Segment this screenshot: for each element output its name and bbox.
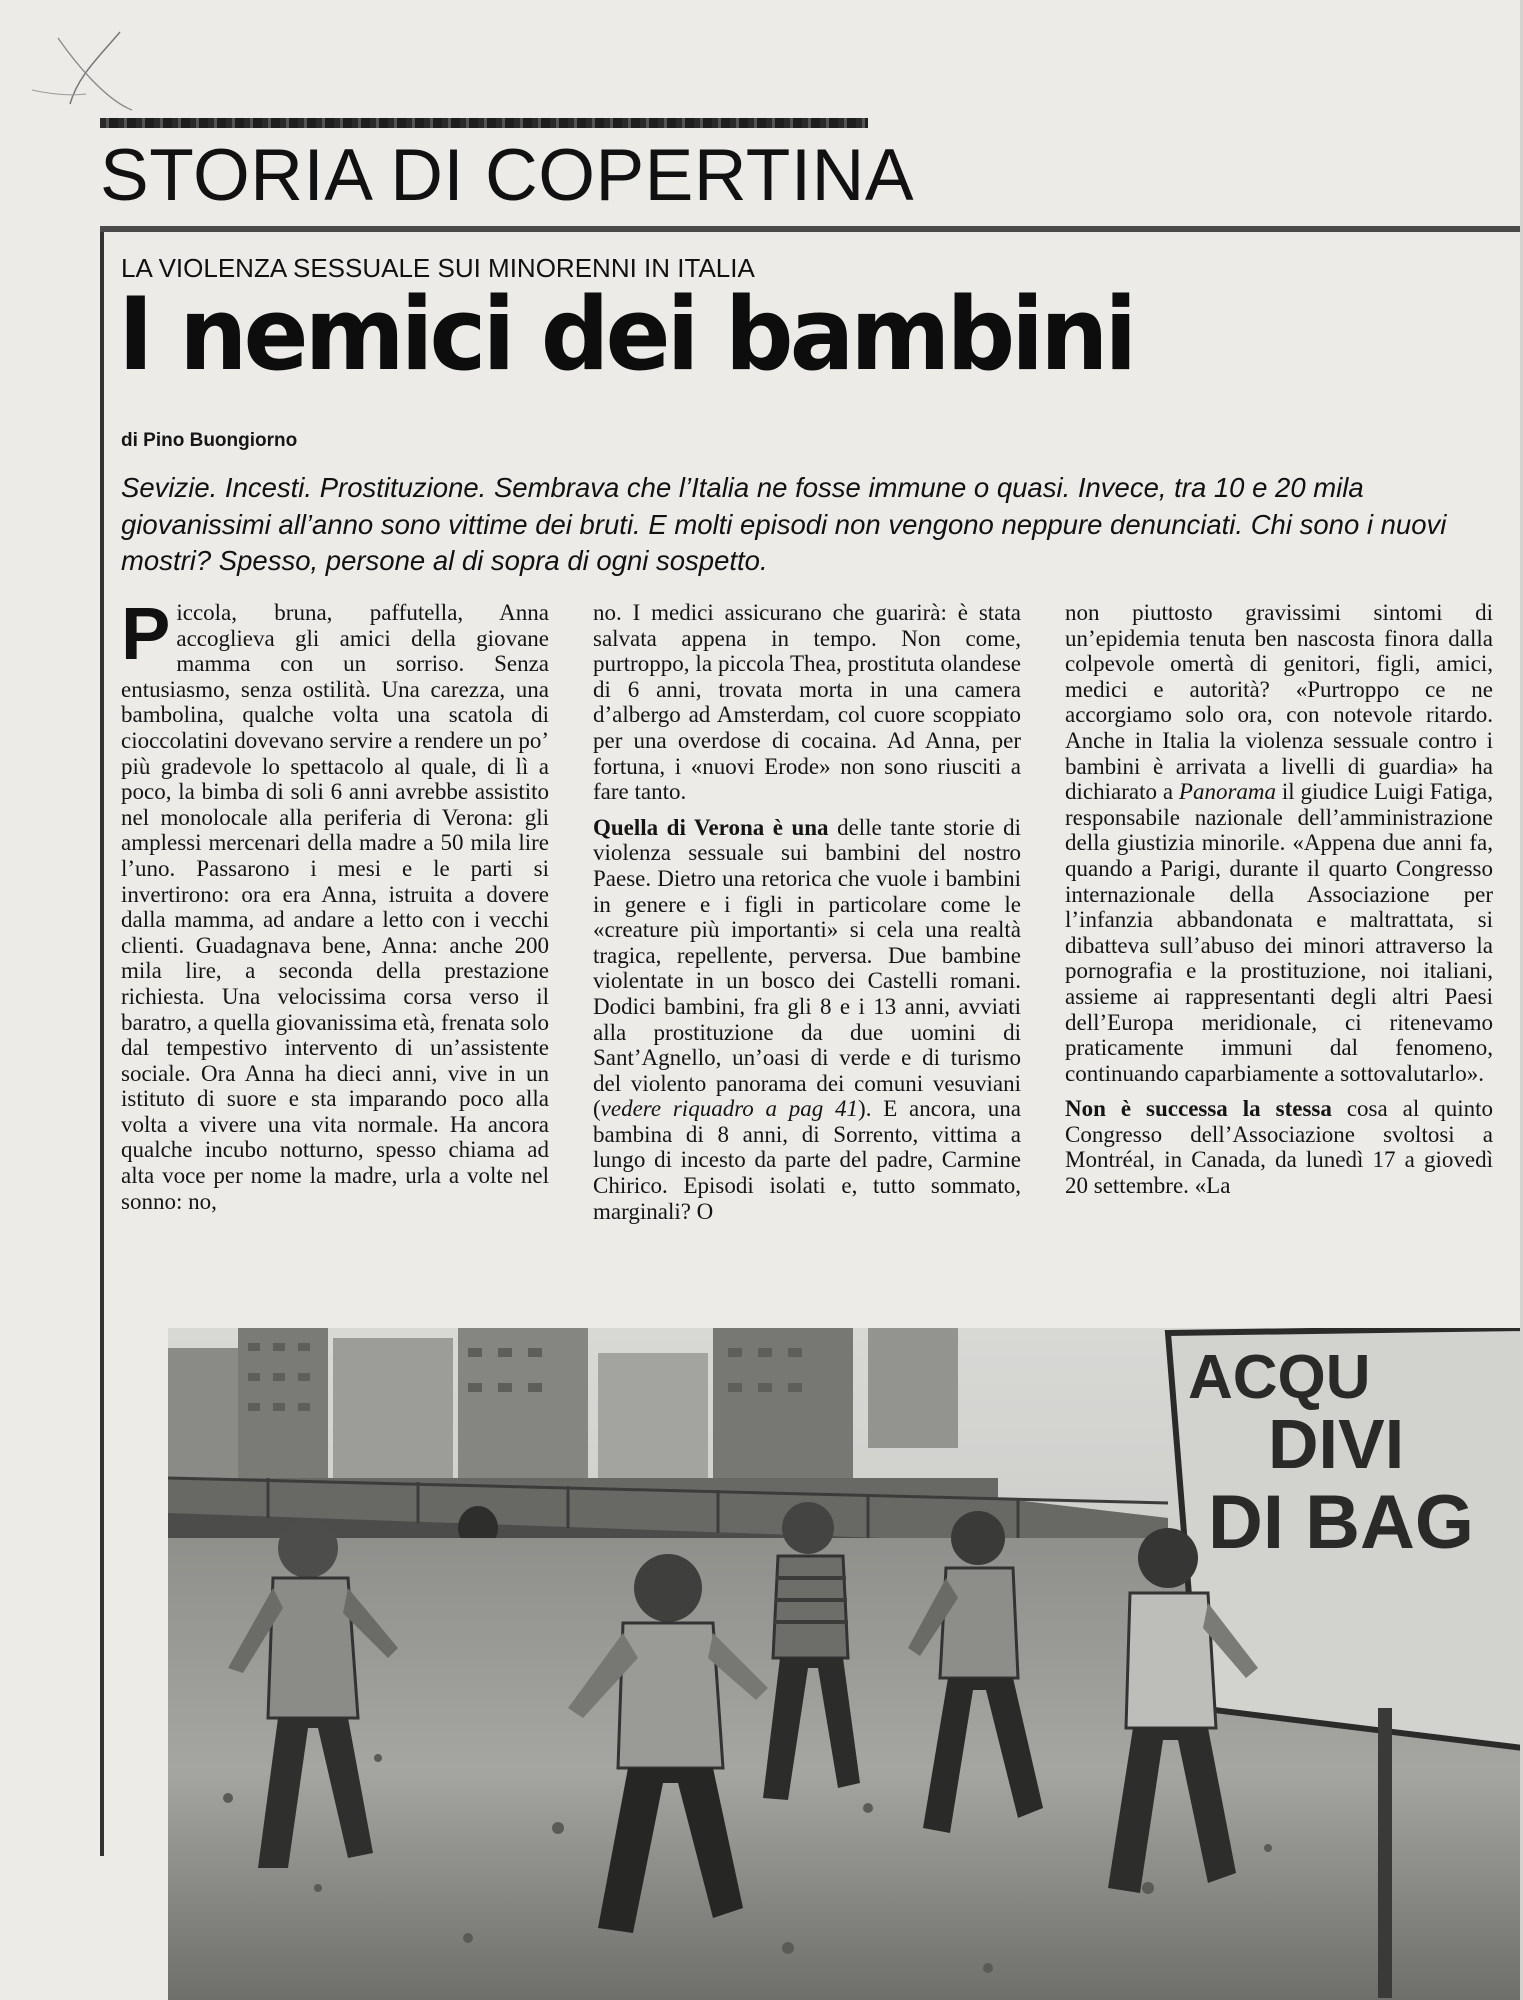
article-byline: di Pino Buongiorno xyxy=(121,430,298,451)
sign-text-line-3: DI BAG xyxy=(1208,1480,1474,1565)
article-kicker: LA VIOLENZA SESSUALE SUI MINORENNI IN ITALIA xyxy=(121,253,755,283)
section-rule xyxy=(100,118,868,128)
paragraph: non piuttosto gravissimi sintomi di un’epidemia tenuta ben nascosta finora dalla colpevole omertà di genitori, figli, amici, medici e autorità? «Purtroppo ce ne accorgiamo solo ora, con notevole ritardo. Anche in Italia la violenza sessuale contro i bambini è arrivata a livelli di guardia» ha dichiarato a Panorama il giudice Luigi Fatiga, responsabile nazionale dell’amministrazione della giustizia minorile. «Appena due anni fa, quando a Parigi, durante il quarto Congresso internazionale della Associazione per l’infanzia abbandonata e maltrattata, si dibatteva sull’abuso dei minori attraverso la pornografia e la prostituzione, noi italiani, assieme ai rappresentanti degli altri Paesi dell’Europa meridionale, ci ritenevamo praticamente immuni dal fenomeno, continuando caparbiamente a sottovalutarlo». xyxy=(1065,600,1493,1086)
children-running-photo xyxy=(168,1328,1523,2000)
sign-text-line-2: DIVI xyxy=(1268,1405,1405,1483)
left-column-rule xyxy=(100,226,104,1856)
cross-reference: vedere riquadro a pag 41 xyxy=(600,1096,859,1122)
magazine-name: Panorama xyxy=(1178,779,1277,805)
article-body xyxy=(121,592,1493,1316)
column-1 xyxy=(121,592,549,1316)
pencil-mark-icon xyxy=(28,18,138,118)
article-photo xyxy=(168,1328,1523,2000)
lead-in: Quella di Verona è una xyxy=(593,814,829,840)
column-2 xyxy=(593,600,1021,1316)
paragraph: no. I medici assicurano che guarirà: è stata salvata appena in tempo. Non come, purtroppo, la piccola Thea, prostituta olandese di 6 anni, trovata morta in una camera d’albergo ad Amsterdam, col cuore scoppiato per una overdose di cocaina. Ad Anna, per fortuna, i «nuovi Erode» non sono riusciti a fare tanto. xyxy=(593,600,1021,805)
article-headline: I nemici dei bambini xyxy=(118,275,1134,394)
drop-cap: P xyxy=(121,592,171,675)
article-standfirst: Sevizie. Incesti. Prostituzione. Sembrava che l’Italia ne fosse immune o quasi. Invece, tra 10 e 20 mila giovanissimi all’anno sono vittime dei bruti. E molti episodi non vengono neppure denunciati. Chi sono i nuovi mostri? Spesso, persone al di sopra di ogni sospetto. xyxy=(121,472,1447,576)
paragraph: Non è successa la stessa cosa al quinto Congresso dell’Associazione svoltosi a Montréal, in Canada, da lunedì 17 a giovedì 20 settembre. «La xyxy=(1065,1096,1493,1199)
header-rule xyxy=(100,226,1520,232)
section-title: STORIA DI COPERTINA xyxy=(100,135,915,216)
lead-in: Non è successa la stessa xyxy=(1065,1096,1332,1122)
paragraph: Quella di Verona è una delle tante storie di violenza sessuale sui bambini del nostro Paese. Dietro una retorica che vuole i bambini in genere e i figli in particolare come le «creature più importanti» si cela una realtà tragica, repellente, perversa. Due bambine violentate in un bosco dei Castelli romani. Dodici bambini, fra gli 8 e i 13 anni, avviati alla prostituzione da due uomini di Sant’Agnello, un’oasi di verde e di turismo del violento panorama dei comuni vesuviani (vedere riquadro a pag 41). E ancora, una bambina di 8 anni, di Sorrento, vittima a lungo di incesto da parte del padre, Carmine Chirico. Episodi isolati e, tutto sommato, marginali? O xyxy=(593,814,1021,1224)
column-3 xyxy=(1065,600,1493,1316)
sign-text-line-1: ACQU xyxy=(1188,1343,1371,1412)
paragraph: Piccola, bruna, paffutella, Anna accoglieva gli amici della giovane mamma con un sorriso. Senza entusiasmo, senza ostilità. Una carezza, una bambolina, qualche volta una scatola di cioccolatini dovevano servire a rendere un po’ più gradevole lo spettacolo al quale, di lì a poco, la bimba di soli 6 anni avrebbe assistito nel monolocale alla periferia di Verona: gli amplessi mercenari della madre a 50 mila lire l’uno. Passarono i mesi e le parti si invertirono: ora era Anna, istruita a dovere dalla mamma, ad andare a letto con i vecchi clienti. Guadagnava bene, Anna: anche 200 mila lire, a seconda della prestazione richiesta. Una velocissima corsa verso il baratro, a quella giovanissima età, frenata solo dal tempestivo intervento di un’assistente sociale. Ora Anna ha dieci anni, vive in un istituto di suore e sta imparando poco alla volta a vivere una vita normale. Ha ancora qualche incubo notturno, spesso chiama ad alta voce per nome la madre, urla a volte nel sonno: no, xyxy=(121,592,549,1214)
